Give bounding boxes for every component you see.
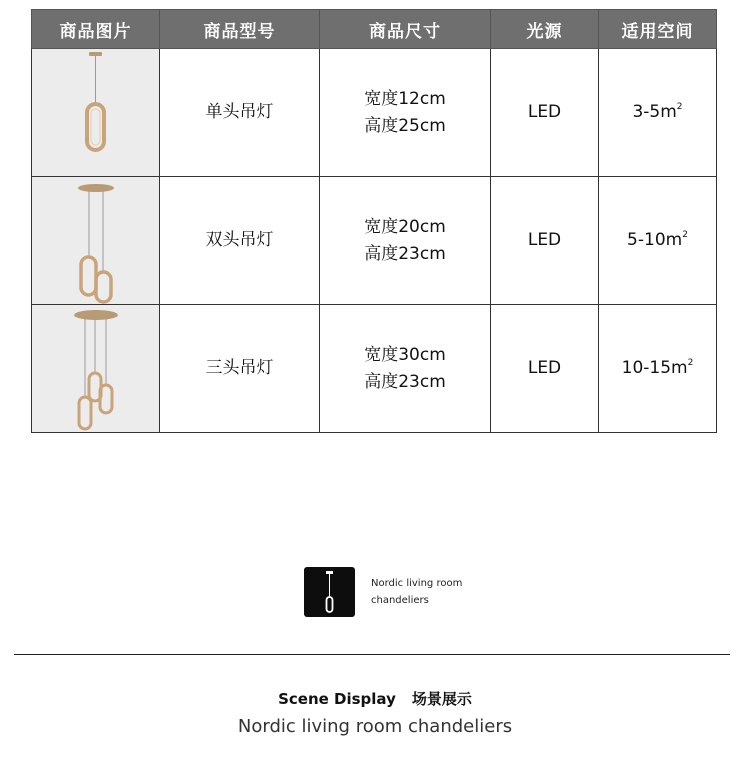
- scene-title: [0, 688, 750, 709]
- size-height: 高度25cm: [364, 115, 446, 136]
- space-unit-superscript: 2: [676, 102, 683, 112]
- model-cell: 双头吊灯: [160, 177, 320, 305]
- space-unit-superscript: 2: [687, 358, 694, 368]
- triple-pendant-lamp-icon: [32, 305, 159, 432]
- header-model: 商品型号: [160, 10, 320, 49]
- header-image: 商品图片: [32, 10, 160, 49]
- size-width: 宽度20cm: [364, 216, 446, 237]
- section-divider: [14, 654, 730, 655]
- spec-table: [31, 9, 717, 433]
- logo-caption-line2: chandeliers: [371, 595, 429, 606]
- size-width: 宽度30cm: [364, 344, 446, 365]
- header-space: 适用空间: [599, 10, 717, 49]
- size-cell: [320, 49, 491, 177]
- space-unit-superscript: 2: [682, 230, 688, 240]
- light-source-cell: LED: [491, 177, 599, 305]
- pendant-lamp-logo: [304, 567, 355, 617]
- scene-subtitle: Nordic living room chandeliers: [237, 716, 513, 737]
- light-source-cell: LED: [491, 49, 599, 177]
- logo-caption-line1: Nordic living room: [371, 578, 463, 589]
- space-value: 5-10m: [627, 230, 683, 250]
- double-pendant-lamp-icon: [32, 177, 159, 304]
- header-light-source: 光源: [491, 10, 599, 49]
- table-row: [32, 49, 717, 177]
- product-image-cell: [32, 305, 160, 433]
- model-cell: 三头吊灯: [160, 305, 320, 433]
- space-value: 3-5m: [632, 102, 677, 122]
- scene-title-cn: 场景展示: [411, 690, 472, 708]
- table-header-row: [32, 10, 717, 49]
- space-cell: [599, 305, 717, 433]
- header-size: 商品尺寸: [320, 10, 491, 49]
- size-cell: [320, 177, 491, 305]
- size-cell: [320, 305, 491, 433]
- product-image-cell: [32, 177, 160, 305]
- logo-caption: [371, 575, 491, 609]
- pendant-lamp-icon: [304, 567, 355, 617]
- space-cell: [599, 177, 717, 305]
- space-cell: [599, 49, 717, 177]
- model-cell: 单头吊灯: [160, 49, 320, 177]
- scene-title-en: Scene Display: [278, 690, 396, 708]
- light-source-cell: LED: [491, 305, 599, 433]
- size-height: 高度23cm: [364, 243, 446, 264]
- size-height: 高度23cm: [364, 371, 446, 392]
- single-pendant-lamp-icon: [32, 49, 159, 176]
- product-image-cell: [32, 49, 160, 177]
- size-width: 宽度12cm: [364, 88, 446, 109]
- space-value: 10-15m: [621, 358, 688, 378]
- table-row: [32, 177, 717, 305]
- table-row: [32, 305, 717, 433]
